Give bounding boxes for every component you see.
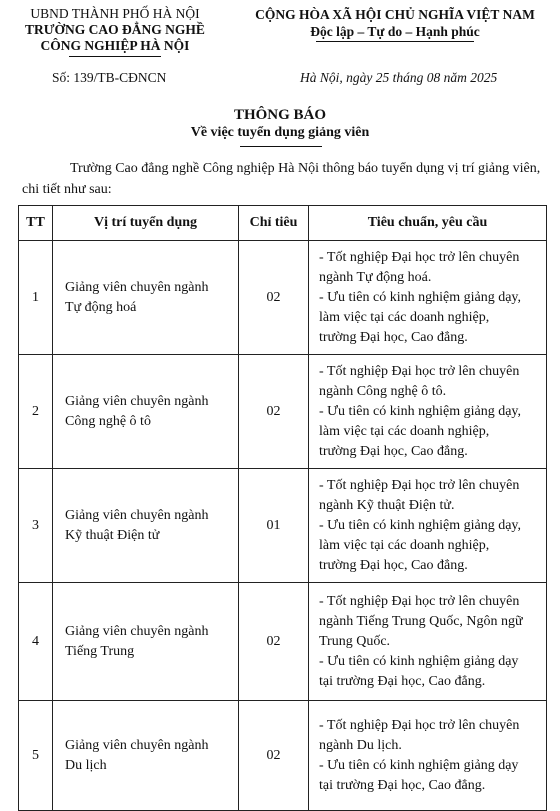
- position-line: Giảng viên chuyên ngành: [65, 393, 209, 409]
- row-requirements: [309, 241, 547, 355]
- intro-paragraph: Trường Cao đẳng nghề Công nghiệp Hà Nội thông báo tuyển dụng vị trí giảng viên, chi tiết như sau:: [22, 161, 541, 197]
- header-requirements: Tiêu chuẩn, yêu cầu: [309, 206, 547, 241]
- requirement-line: - Ưu tiên có kinh nghiệm giảng dạy,: [319, 289, 522, 305]
- requirement-line: tại trường Đại học, Cao đẳng.: [319, 777, 486, 793]
- requirement-line: ngành Công nghệ ô tô.: [319, 383, 447, 399]
- row-quota: 01: [239, 469, 309, 583]
- row-quota: 02: [239, 241, 309, 355]
- position-line: Tiếng Trung: [65, 643, 135, 659]
- requirement-line: ngành Kỹ thuật Điện tử.: [319, 497, 455, 513]
- position-line: Du lịch: [65, 757, 107, 773]
- row-number: 3: [19, 469, 53, 583]
- issuer-underline: [69, 56, 161, 57]
- place-date: Hà Nội, ngày 25 tháng 08 năm 2025: [300, 70, 498, 85]
- national-header: [232, 6, 558, 42]
- row-requirements: [309, 469, 547, 583]
- requirement-line: - Tốt nghiệp Đại học trở lên chuyên: [319, 249, 520, 265]
- requirement-line: - Ưu tiên có kinh nghiệm giảng dạy,: [319, 517, 522, 533]
- row-requirements: [309, 583, 547, 701]
- position-line: Tự động hoá: [65, 299, 137, 315]
- row-number: 5: [19, 701, 53, 811]
- document-subtitle: Về việc tuyển dụng giảng viên: [190, 125, 370, 140]
- document-title: THÔNG BÁO: [233, 107, 327, 123]
- requirement-line: ngành Du lịch.: [319, 737, 402, 753]
- row-quota: 02: [239, 583, 309, 701]
- position-line: Giảng viên chuyên ngành: [65, 507, 209, 523]
- requirement-line: - Tốt nghiệp Đại học trở lên chuyên: [319, 593, 520, 609]
- requirement-line: trường Đại học, Cao đẳng.: [319, 443, 468, 459]
- issuer-header: [0, 6, 230, 57]
- requirement-line: - Ưu tiên có kinh nghiệm giảng dạy: [319, 757, 519, 773]
- requirement-line: - Tốt nghiệp Đại học trở lên chuyên: [319, 477, 520, 493]
- row-number: 4: [19, 583, 53, 701]
- table-row: [19, 583, 547, 701]
- national-motto: Độc lập – Tự do – Hạnh phúc: [310, 24, 480, 39]
- row-position: [53, 701, 239, 811]
- header-tt: TT: [19, 206, 53, 241]
- table-header-row: [19, 206, 547, 241]
- row-requirements: [309, 355, 547, 469]
- header-position: Vị trí tuyển dụng: [53, 206, 239, 241]
- requirement-line: - Tốt nghiệp Đại học trở lên chuyên: [319, 363, 520, 379]
- row-requirements: [309, 701, 547, 811]
- requirement-line: làm việc tại các doanh nghiệp,: [319, 309, 490, 325]
- table-row: [19, 469, 547, 583]
- requirement-line: trường Đại học, Cao đẳng.: [319, 557, 468, 573]
- row-number: 1: [19, 241, 53, 355]
- requirement-line: - Tốt nghiệp Đại học trở lên chuyên: [319, 717, 520, 733]
- table-row: [19, 241, 547, 355]
- requirement-line: ngành Tiếng Trung Quốc, Ngôn ngữ: [319, 613, 523, 629]
- row-position: [53, 469, 239, 583]
- requirement-line: tại trường Đại học, Cao đẳng.: [319, 673, 486, 689]
- subtitle-underline: [240, 146, 322, 147]
- position-line: Giảng viên chuyên ngành: [65, 623, 209, 639]
- requirement-line: - Ưu tiên có kinh nghiệm giảng dạy,: [319, 403, 522, 419]
- row-position: [53, 355, 239, 469]
- requirement-line: - Ưu tiên có kinh nghiệm giảng dạy: [319, 653, 519, 669]
- row-position: [53, 583, 239, 701]
- requirement-line: làm việc tại các doanh nghiệp,: [319, 423, 490, 439]
- position-line: Giảng viên chuyên ngành: [65, 737, 209, 753]
- motto-underline: [316, 41, 474, 42]
- requirement-line: làm việc tại các doanh nghiệp,: [319, 537, 490, 553]
- requirement-line: Trung Quốc.: [319, 633, 391, 649]
- header-quota: Chỉ tiêu: [239, 206, 309, 241]
- document-number: Số: 139/TB-CĐNCN: [52, 70, 167, 85]
- row-quota: 02: [239, 701, 309, 811]
- requirement-line: ngành Tự động hoá.: [319, 269, 432, 285]
- row-quota: 02: [239, 355, 309, 469]
- table-row: [19, 355, 547, 469]
- position-line: Kỹ thuật Điện tử: [65, 527, 160, 543]
- row-number: 2: [19, 355, 53, 469]
- position-line: Công nghệ ô tô: [65, 413, 151, 429]
- recruitment-table: [18, 205, 547, 811]
- position-line: Giảng viên chuyên ngành: [65, 279, 209, 295]
- requirement-line: trường Đại học, Cao đẳng.: [319, 329, 468, 345]
- issuer-name-line1: TRƯỜNG CAO ĐẲNG NGHỀ: [25, 22, 205, 37]
- issuer-name-line2: CÔNG NGHIỆP HÀ NỘI: [40, 38, 190, 53]
- national-title: CỘNG HÒA XÃ HỘI CHỦ NGHĨA VIỆT NAM: [255, 7, 535, 22]
- table-row: [19, 701, 547, 811]
- issuer-authority: UBND THÀNH PHỐ HÀ NỘI: [30, 6, 200, 21]
- row-position: [53, 241, 239, 355]
